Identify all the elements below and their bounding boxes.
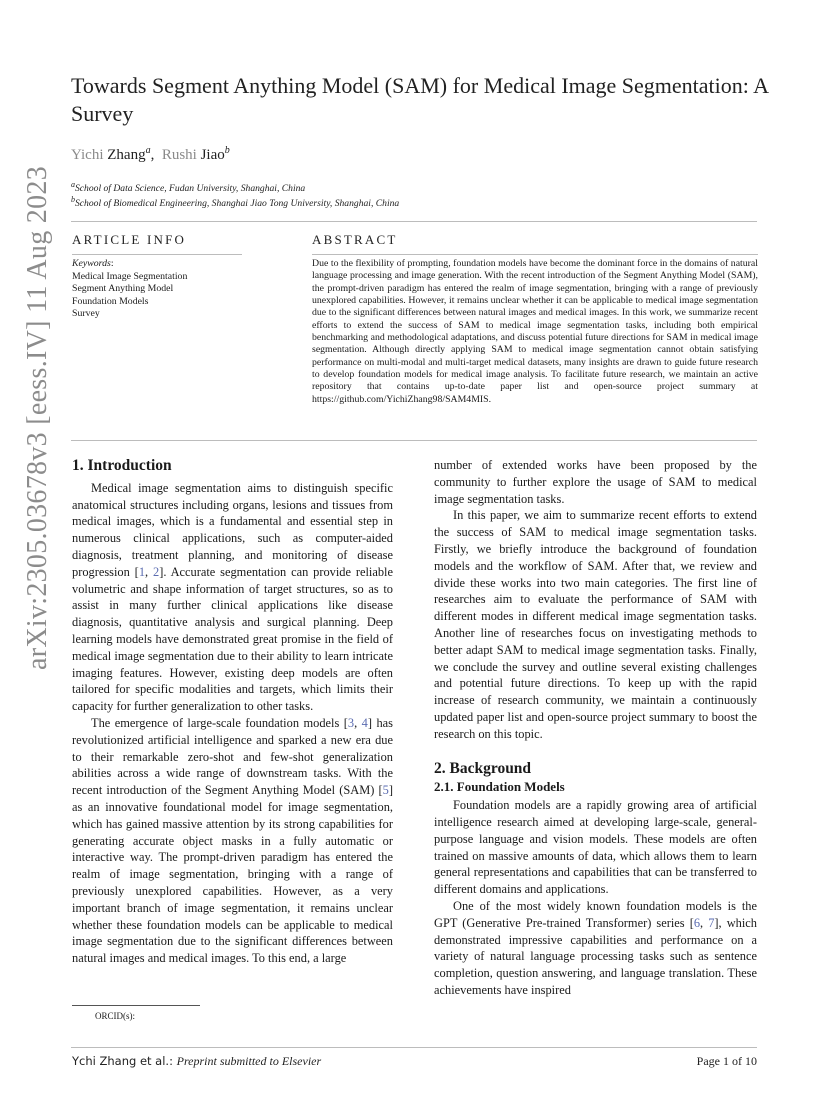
- author-superscript: b: [224, 145, 230, 156]
- footer-venue: Preprint submitted to Elsevier: [176, 1054, 322, 1068]
- author-list: Yichi Zhang$^a$, Rushi Jiao$^b$: [71, 145, 230, 163]
- author-first-name[interactable]: Yichi: [71, 147, 104, 163]
- affiliation: [71, 180, 305, 194]
- citation-link[interactable]: 2: [152, 564, 160, 579]
- header-divider: [71, 221, 757, 222]
- citation-link[interactable]: 4: [361, 715, 368, 730]
- arxiv-identifier: arXiv:2305.03678v3 [eess.IV] 11 Aug 2023: [22, 165, 53, 670]
- affiliation-text: School of Data Science, Fudan University, Shanghai, China: [75, 183, 306, 195]
- intro-paragraph-2: The emergence of large-scale foundation models [3, 4] has revolutionized artificial intelligence and sparked a new era due to their remarkable zero-shot and few-shot generalization abilities across a wide range of downstream tasks. With the recent introduction of the Segment Anything Model (SAM) [5] as an innovative foundational model for image segmentation, which has gained massive attention by its strong capabilities for generating accurate object masks in a fully automatic or interactive way. The prompt-driven paradigm has entered the realm of image segmentation, bringing with a range of previously unexplored capabilities. However, as a very important branch of image segmentation, it remains unclear whether these foundation models can be applicable to medical image segmentation due to the significant differences between natural images and medical images. To this end, a large: [72, 715, 393, 966]
- abstract-heading: ABSTRACT: [312, 232, 398, 247]
- citation-link[interactable]: 1: [138, 564, 146, 579]
- footer-authors: Ychi Zhang et al.: [72, 1054, 170, 1068]
- author-last-name: Jiao: [200, 147, 225, 163]
- keywords-label: Keywords: [72, 258, 111, 269]
- orcid-footnote: ORCID(s):: [95, 1011, 135, 1021]
- keyword-item: Survey: [72, 308, 100, 320]
- citation-link[interactable]: 7: [708, 915, 715, 930]
- author-first-name[interactable]: Rushi: [161, 147, 197, 163]
- article-info-divider: [72, 254, 242, 255]
- foundation-paragraph-1: Foundation models are a rapidly growing area of artificial intelligence research aimed at developing large-scale, general-purpose language and vision models. These models are often trained on massive amounts of data, which allows them to learn general representations and capabilities that can be transferred to different domains and applications.: [434, 798, 757, 897]
- intro-paragraph-continued: number of extended works have been proposed by the community to further explore the usage of SAM to medical image segmentation tasks.: [434, 458, 757, 506]
- foundation-paragraph-2: One of the most widely known foundation models is the GPT (Generative Pre-trained Transformer) series [6, 7], which demonstrated impressive capabilities and performance on a variety of natural language processing tasks such as sentence completion, question answering, and language translation. These achievements have inspired: [434, 898, 758, 997]
- footer-citation: Ychi Zhang et al.: Preprint submitted to Elsevier: [72, 1054, 322, 1068]
- left-column: [72, 458, 393, 967]
- author-superscript: a: [145, 145, 151, 156]
- right-column: [434, 457, 757, 999]
- affiliation-superscript: a: [71, 180, 75, 189]
- intro-paragraph-3: In this paper, we aim to summarize recent efforts to extend the success of SAM to medical image segmentation tasks. Firstly, we briefly introduce the background of foundation models and the workflow of SAM. After that, we review and divide these works into two main categories. The first line of researches aim to evaluate the performance of SAM with different modes in different medical image segmentation tasks. Another line of researches focus on investigating methods to better adapt SAM to medical image segmentation tasks. Finally, we conclude the survey and outline several existing challenges and potential future directions. To keep up with the rapid increase of research community, we maintain a continuously updated paper list and open-source project summary to boost the research on this topic.: [434, 508, 757, 741]
- abstract-divider: [312, 254, 758, 255]
- keyword-item: Medical Image Segmentation: [72, 270, 188, 282]
- page-number: Page 1 of 10: [696, 1054, 757, 1068]
- intro-paragraph-1: Medical image segmentation aims to distinguish specific anatomical structures including organs, lesions and tissues from medical images, which is a fundamental and essential step in numerous clinical applications, such as computer-aided diagnosis, treatment planning, and monitoring of disease progression [1, 2]. Accurate segmentation can provide reliable volumetric and shape information of target structures, so as to assist in many further clinical applications like disease diagnosis, quantitative analysis and surgical planning. Deep learning models have demonstrated great promise in the field of medical image segmentation due to their ability to learn intricate imaging features. However, existing deep models are often tailored for specific modalities and targets, which limits their capacity for further generalization to other tasks.: [72, 480, 394, 714]
- section-heading-introduction: 1. Introduction: [72, 457, 172, 474]
- keywords-block: Keywords: Medical Image Segmentation Segment Anything Model Foundation Models Survey: [72, 258, 242, 321]
- section-heading-background: 2. Background: [434, 759, 532, 777]
- author-last-name: Zhang: [107, 147, 146, 163]
- affiliation: [71, 195, 399, 209]
- keyword-item: Foundation Models: [72, 295, 149, 307]
- subsection-heading-foundation-models: 2.1. Foundation Models: [434, 779, 565, 795]
- article-info-heading: ARTICLE INFO: [72, 232, 187, 247]
- abstract-bottom-divider: [71, 440, 757, 441]
- footnote-rule: [72, 1005, 200, 1006]
- citation-link[interactable]: 5: [382, 783, 389, 798]
- keyword-item: Segment Anything Model: [72, 283, 174, 295]
- citation-link[interactable]: 6: [693, 915, 701, 930]
- abstract-text: Due to the flexibility of prompting, foundation models have become the dominant force in the domains of natural language processing and image generation. With the recent introduction of the Segment Anything Model (SAM), the prompt-driven paradigm has entered the realm of image segmentation, bringing with a range of previously unexplored capabilities. However, it remains unclear whether it can be applicable to medical image segmentation due to the significant differences between natural images and medical images. In this work, we summarize recent efforts to extend the success of SAM to medical image segmentation tasks, including both empirical benchmarking and methodological adaptations, and discuss potential future directions for SAM in medical image segmentation. Although directly applying SAM to medical image segmentation cannot obtain satisfying performance on multi-modal and multi-target medical datasets, many insights are drawn to guide future research to develop foundation models for medical image analysis. To facilitate future research, we maintain an active repository that contains up-to-date paper list and open-source project summary at https://github.com/YichiZhang98/SAM4MIS.: [312, 258, 758, 405]
- affiliation-superscript: b: [71, 195, 75, 204]
- affiliation-text: School of Biomedical Engineering, Shanghai Jiao Tong University, Shanghai, China: [75, 198, 400, 210]
- footer-divider: [71, 1047, 757, 1048]
- citation-link[interactable]: 3: [347, 715, 355, 730]
- paper-title: Towards Segment Anything Model (SAM) for Medical Image Segmentation: A Survey: [71, 73, 768, 126]
